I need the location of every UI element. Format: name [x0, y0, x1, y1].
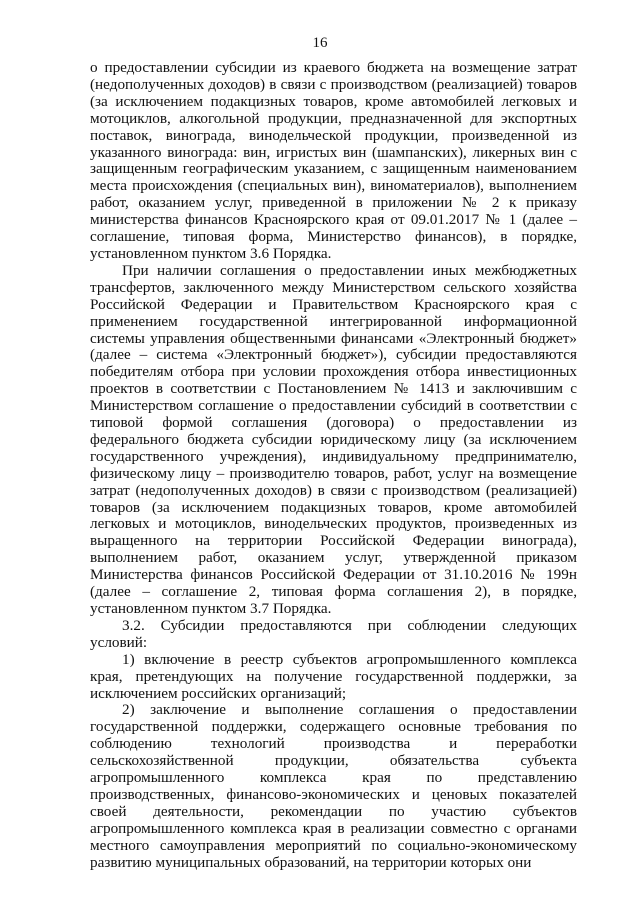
- paragraph-conditions-heading: 3.2. Субсидии предоставляются при соблюдении следующих условий:: [90, 616, 577, 651]
- paragraph-agreement-reference: о предоставлении субсидии из краевого бюджета на возмещение затрат (недополученных доходов) в связи с производством (реализацией) товаров (за исключением подакцизных товаров, кроме автомобилей легковых и мотоциклов, алкогольной продукции, предназначенной для экспортных поставок, винограда, винодельческой продукции, произведенной из указанного винограда: вин, игристых вин (шампанских), ликерных вин с защищенным географическим указанием, с защищенным наименованием места происхождения (специальных вин), виноматериалов), выполнением работ, оказанием услуг, приведенной в приложении № 2 к приказу министерства финансов Красноярского края от 09.01.2017 № 1 (далее – соглашение, типовая форма, Министерство финансов), в порядке, установленном пунктом 3.6 Порядка.: [90, 59, 577, 262]
- paragraph-interbudget-transfers: При наличии соглашения о предоставлении иных межбюджетных трансфертов, заключенного между Министерством сельского хозяйства Российской Федерации и Правительством Красноярского края с применением государственной интегрированной информационной системы управления общественными финансами «Электронный бюджет» (далее – система «Электронный бюджет»), субсидии предоставляются победителям отбора при условии прохождения отбора инвестиционных проектов в соответствии с Постановлением № 1413 и заключившим с Министерством соглашение о предоставлении субсидий в соответствии с типовой формой соглашения (договора) о предоставлении из федерального бюджета субсидии юридическому лицу (за исключением государственного учреждения), индивидуальному предпринимателю, физическому лицу – производителю товаров, работ, услуг на возмещение затрат (недополученных доходов) в связи с производством (реализацией) товаров (за исключением подакцизных товаров, кроме автомобилей легковых и мотоциклов, винодельческих продуктов, произведенных из выращенного на территории Российской Федерации винограда), выполнением работ, оказанием услуг, утвержденной приказом Министерства финансов Российской Федерации от 31.10.2016 № 199н (далее – соглашение 2, типовая форма соглашения 2), в порядке, установленном пунктом 3.7 Порядка.: [90, 261, 577, 617]
- page-number: 16: [312, 35, 328, 51]
- paragraph-condition-1: 1) включение в реестр субъектов агропромышленного комплекса края, претендующих на получение государственной поддержки, за исключением российских организаций;: [90, 650, 577, 702]
- document-body: [90, 60, 577, 872]
- paragraph-condition-2: 2) заключение и выполнение соглашения о предоставлении государственной поддержки, содержащего основные требования по соблюдению технологий производства и переработки сельскохозяйственной продукции, обязательства субъекта агропромышленного комплекса края по представлению производственных, финансово-экономических и ценовых показателей своей деятельности, рекомендации по участию субъектов агропромышленного комплекса края в реализации совместно с органами местного самоуправления мероприятий по социально-экономическому развитию муниципальных образований, на территории которых они: [90, 701, 577, 871]
